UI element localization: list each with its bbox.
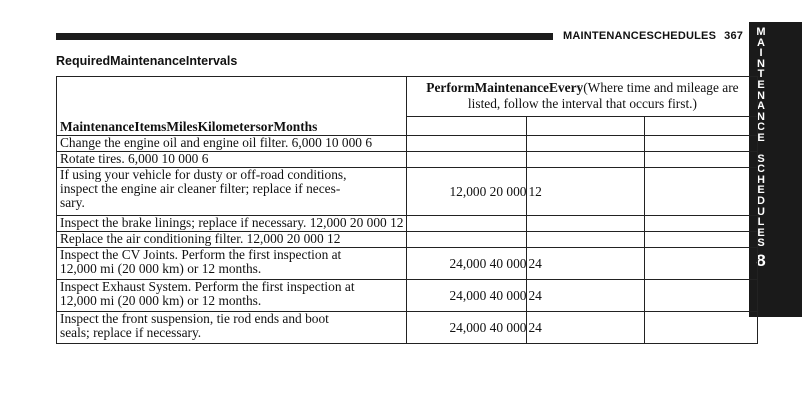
perform-heading-bold: PerformMaintenanceEvery — [426, 80, 584, 95]
interval-miles-km — [407, 152, 527, 168]
table-row — [57, 248, 758, 280]
side-tab-letter: C — [757, 163, 765, 176]
side-tab-letter: E — [757, 78, 765, 91]
interval-miles-km: 24,000 40 000 — [407, 248, 527, 280]
interval-months: 12 — [527, 168, 645, 216]
side-tab-letter: M — [756, 26, 766, 38]
table-corner-cell — [57, 77, 407, 117]
interval-months — [527, 216, 645, 232]
side-tab-letter: A — [757, 100, 765, 113]
side-tab-letter: E — [757, 131, 765, 144]
side-tab-letter: C — [757, 121, 765, 134]
side-tab-letter: U — [757, 205, 765, 218]
interval-months: 24 — [527, 280, 645, 312]
interval-miles-km: 24,000 40 000 — [407, 312, 527, 344]
empty-cell — [645, 216, 758, 232]
maintenance-item: Inspect the CV Joints. Perform the first inspection at 12,000 mi (20 000 km) or 12 months. — [57, 248, 407, 280]
interval-months — [527, 232, 645, 248]
empty-cell — [645, 248, 758, 280]
empty-cell — [645, 136, 758, 152]
side-tab-letter: E — [757, 226, 765, 239]
items-heading: MaintenanceItemsMilesKilometersorMonths — [57, 117, 407, 136]
maintenance-item: If using your vehicle for dusty or off-road conditions, inspect the engine air cleaner filter; replace if neces- sary. — [57, 168, 407, 216]
maintenance-item: Rotate tires. 6,000 10 000 6 — [57, 152, 407, 168]
maintenance-table — [56, 76, 758, 344]
maintenance-item: Inspect the brake linings; replace if necessary. 12,000 20 000 12 — [57, 216, 407, 232]
maintenance-item: Inspect the front suspension, tie rod ends and boot seals; replace if necessary. — [57, 312, 407, 344]
interval-months — [527, 136, 645, 152]
side-tab-letter: H — [757, 173, 765, 186]
chapter-number: 8 — [756, 250, 766, 270]
table-row — [57, 168, 758, 216]
interval-miles-km — [407, 232, 527, 248]
perform-heading-rest: (Where time and mileage are listed, follow the interval that occurs first.) — [467, 80, 739, 111]
table-row — [57, 152, 758, 168]
interval-miles-km — [407, 136, 527, 152]
table-row — [57, 280, 758, 312]
side-tab-letter: T — [757, 68, 765, 81]
side-tab-letter: N — [757, 89, 765, 102]
interval-miles-km: 24,000 40 000 — [407, 280, 527, 312]
section-title: RequiredMaintenanceIntervals — [56, 54, 238, 68]
interval-months: 24 — [527, 248, 645, 280]
miles-column-cell — [407, 117, 527, 136]
page-number: 367 — [724, 30, 744, 42]
empty-cell — [645, 152, 758, 168]
interval-miles-km: 12,000 20 000 — [407, 168, 527, 216]
header-rule — [56, 33, 553, 40]
table-row — [57, 312, 758, 344]
kilometers-column-cell — [527, 117, 645, 136]
side-tab-letter: S — [757, 237, 765, 250]
table-row — [57, 216, 758, 232]
perform-every-heading — [407, 77, 758, 117]
empty-cell — [645, 280, 758, 312]
side-tab-letter: I — [759, 47, 763, 60]
table-row — [57, 232, 758, 248]
empty-cell — [645, 168, 758, 216]
side-tab-letter: E — [757, 184, 765, 197]
side-tab-letter: D — [757, 194, 765, 207]
running-header — [563, 30, 743, 42]
maintenance-item: Change the engine oil and engine oil filter. 6,000 10 000 6 — [57, 136, 407, 152]
page-bottom — [56, 362, 756, 412]
empty-cell — [645, 312, 758, 344]
side-tab-letter: L — [757, 216, 765, 229]
table-row — [57, 136, 758, 152]
side-tab-letter: A — [757, 36, 765, 49]
interval-months: 24 — [527, 312, 645, 344]
maintenance-item: Replace the air conditioning filter. 12,000 20 000 12 — [57, 232, 407, 248]
months-column-cell — [645, 117, 758, 136]
maintenance-item: Inspect Exhaust System. Perform the first inspection at 12,000 mi (20 000 km) or 12 months. — [57, 280, 407, 312]
empty-cell — [645, 232, 758, 248]
side-tab-letter: S — [757, 152, 765, 165]
running-title: MAINTENANCESCHEDULES — [563, 30, 717, 42]
side-tab-letter: N — [757, 57, 765, 70]
side-tab-letter: N — [757, 110, 765, 123]
interval-months — [527, 152, 645, 168]
interval-miles-km — [407, 216, 527, 232]
